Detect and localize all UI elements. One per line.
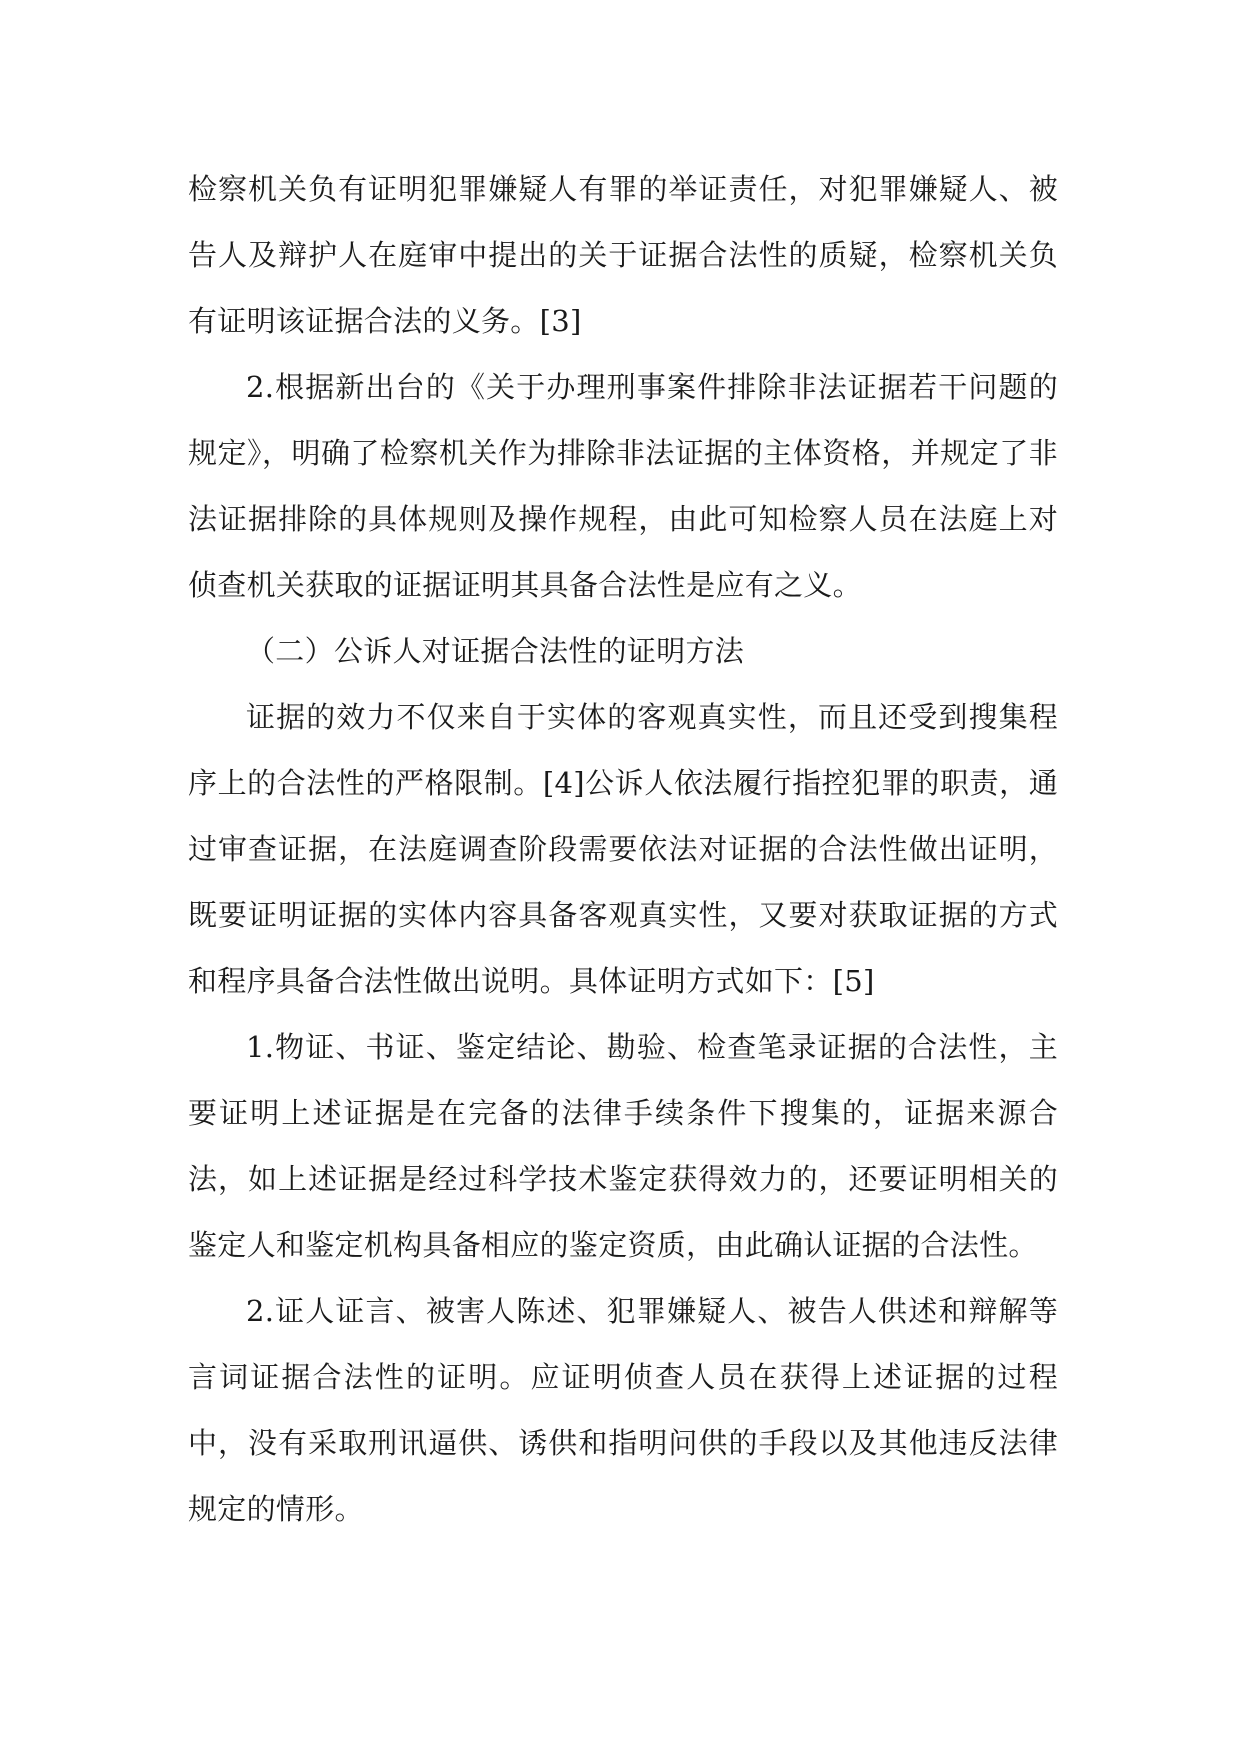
- paragraph-item-2: 2.根据新出台的《关于办理刑事案件排除非法证据若干问题的规定》，明确了检察机关作为排除非法证据的主体资格，并规定了非法证据排除的具体规则及操作规程，由此可知检察人员在法庭上对侦查机关获取的证据证明其具备合法性是应有之义。: [188, 370, 1058, 602]
- paragraph-continuation: 检察机关负有证明犯罪嫌疑人有罪的举证责任，对犯罪嫌疑人、被告人及辩护人在庭审中提出的关于证据合法性的质疑，检察机关负有证明该证据合法的义务。[3]: [188, 172, 1058, 338]
- paragraph-method-1: 1.物证、书证、鉴定结论、勘验、检查笔录证据的合法性，主要证明上述证据是在完备的法律手续条件下搜集的，证据来源合法，如上述证据是经过科学技术鉴定获得效力的，还要证明相关的鉴定人和鉴定机构具备相应的鉴定资质，由此确认证据的合法性。: [188, 1030, 1058, 1262]
- section-heading: （二）公诉人对证据合法性的证明方法: [246, 634, 745, 668]
- paragraph-intro: 证据的效力不仅来自于实体的客观真实性，而且还受到搜集程序上的合法性的严格限制。[4]公诉人依法履行指控犯罪的职责，通过审查证据，在法庭调查阶段需要依法对证据的合法性做出证明，既要证明证据的实体内容具备客观真实性，又要对获取证据的方式和程序具备合法性做出说明。具体证明方式如下：[5]: [188, 700, 1058, 998]
- body-text: [188, 156, 1058, 1542]
- paragraph-method-2: 2.证人证言、被害人陈述、犯罪嫌疑人、被告人供述和辩解等言词证据合法性的证明。应证明侦查人员在获得上述证据的过程中，没有采取刑讯逼供、诱供和指明问供的手段以及其他违反法律规定的情形。: [188, 1294, 1058, 1526]
